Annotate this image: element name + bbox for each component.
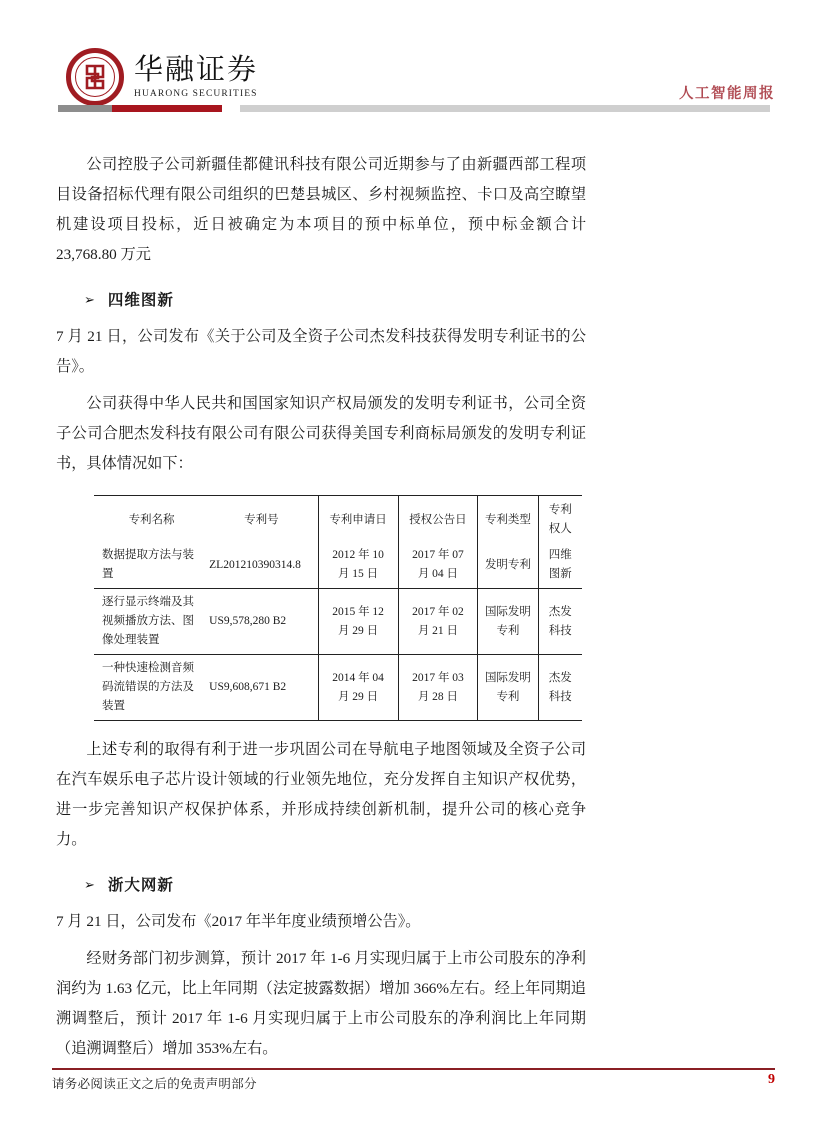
section-title-text: 浙大网新	[107, 877, 174, 894]
report-title: 人工智能周报	[679, 86, 775, 102]
td-owner-line1: 杰发	[548, 671, 572, 684]
td-apply-date-line1: 2015 年 12	[332, 605, 384, 618]
page-number: 9	[768, 1072, 775, 1087]
patent-table	[94, 495, 582, 721]
section-heading-siwei	[84, 288, 772, 310]
th-owner-line2: 权人	[548, 523, 572, 535]
td-apply-date	[318, 542, 398, 589]
table-header-row	[94, 496, 582, 543]
td-apply-date-line1: 2014 年 04	[332, 671, 384, 684]
header-rule-gray-left	[58, 105, 112, 112]
footer-disclaimer: 请务必阅读正文之后的免责声明部分	[52, 1077, 257, 1091]
td-grant-date-line1: 2017 年 03	[412, 671, 464, 684]
td-apply-date	[318, 655, 398, 721]
table-row	[94, 589, 582, 655]
paragraph-intro: 公司控股子公司新疆佳都健讯科技有限公司近期参与了由新疆西部工程项目设备招标代理有限公司组织的巴楚县城区、乡村视频监控、卡口及高空瞭望机建设项目投标，近日被确定为本项目的预中标单位，预中标金额合计 23,768.80 万元	[56, 156, 586, 263]
td-apply-date	[318, 589, 398, 655]
td-owner-line1: 四维	[548, 549, 572, 561]
arrow-bullet-icon: ➢	[84, 876, 95, 892]
arrow-bullet-icon: ➢	[84, 291, 95, 307]
document-body	[56, 150, 772, 1071]
td-patent-name: 数据提取方法与装置	[94, 542, 205, 589]
td-grant-date	[398, 589, 478, 655]
section-heading-zhedawangxin	[84, 873, 772, 895]
logo-wordmark	[134, 55, 258, 98]
td-patent-owner	[538, 589, 582, 655]
td-apply-date-line1: 2012 年 10	[332, 549, 384, 561]
header-rule-red	[112, 105, 222, 112]
td-patent-number: US9,578,280 B2	[205, 589, 318, 655]
header-rule-gray-right	[240, 105, 770, 112]
td-patent-name: 一种快速检测音频码流错误的方法及装置	[94, 655, 205, 721]
paragraph-s1-detail: 公司获得中华人民共和国国家知识产权局颁发的发明专利证书，公司全资子公司合肥杰发科技有限公司有限公司获得美国专利商标局颁发的发明专利证书，具体情况如下：	[56, 395, 586, 472]
td-grant-date-line1: 2017 年 07	[412, 549, 464, 561]
logo-name-en: HUARONG SECURITIES	[134, 88, 258, 99]
page-header	[0, 0, 827, 122]
paragraph-s1-announcement: 7 月 21 日，公司发布《关于公司及全资子公司杰发科技获得发明专利证书的公告》。	[56, 328, 586, 375]
paragraph-s2-detail: 经财务部门初步测算，预计 2017 年 1-6 月实现归属于上市公司股东的净利润约为 1.63 亿元，比上年同期（法定披露数据）增加 366%左右。经上年同期追溯调整后，预计 2017 年 1-6 月实现归属于上市公司股东的净利润比上年同期（追溯调整后）增加 353%左右。	[56, 950, 586, 1057]
td-grant-date-line2: 月 21 日	[417, 624, 459, 637]
td-patent-type	[478, 655, 538, 721]
td-type-line1: 国际发明	[484, 671, 531, 684]
td-patent-owner	[538, 655, 582, 721]
td-grant-date-line2: 月 28 日	[417, 690, 459, 703]
td-grant-date	[398, 655, 478, 721]
logo-s-glyph-icon	[78, 60, 112, 94]
td-grant-date-line1: 2017 年 02	[412, 605, 464, 618]
paragraph-s1-summary: 上述专利的取得有利于进一步巩固公司在导航电子地图领域及全资子公司在汽车娱乐电子芯片设计领域的行业领先地位，充分发挥自主知识产权优势，进一步完善知识产权保护体系，并形成持续创新机制，提升公司的核心竞争力。	[56, 741, 586, 848]
td-apply-date-line2: 月 29 日	[337, 690, 379, 703]
td-patent-number: US9,608,671 B2	[205, 655, 318, 721]
td-grant-date-line2: 月 04 日	[417, 568, 459, 580]
th-patent-owner	[538, 496, 582, 543]
paragraph-s2-announcement: 7 月 21 日，公司发布《2017 年半年度业绩预增公告》。	[56, 913, 421, 930]
logo-name-cn: 华融证券	[134, 54, 259, 87]
th-owner-line1: 专利	[548, 504, 572, 516]
td-apply-date-line2: 月 29 日	[337, 624, 379, 637]
td-owner-line2: 科技	[548, 624, 572, 637]
td-patent-owner	[538, 542, 582, 589]
td-patent-type: 发明专利	[478, 542, 538, 589]
huarong-logo-icon	[66, 48, 124, 106]
td-owner-line2: 科技	[548, 690, 572, 703]
table-row	[94, 542, 582, 589]
th-apply-date: 专利申请日	[318, 496, 398, 543]
patent-table-container	[94, 495, 582, 721]
td-grant-date	[398, 542, 478, 589]
footer-divider	[52, 1068, 775, 1070]
td-owner-line1: 杰发	[548, 605, 572, 618]
td-patent-type	[478, 589, 538, 655]
table-row	[94, 655, 582, 721]
section-title-text: 四维图新	[107, 292, 174, 309]
td-owner-line2: 图新	[548, 568, 572, 580]
th-patent-name: 专利名称	[94, 496, 205, 543]
td-patent-name: 逐行显示终端及其视频播放方法、图像处理装置	[94, 589, 205, 655]
th-patent-number: 专利号	[205, 496, 318, 543]
company-logo	[66, 48, 258, 106]
td-type-line2: 专利	[496, 624, 520, 637]
th-grant-date: 授权公告日	[398, 496, 478, 543]
th-patent-type: 专利类型	[478, 496, 538, 543]
td-apply-date-line2: 月 15 日	[337, 568, 379, 580]
td-type-line1: 国际发明	[484, 605, 531, 618]
td-type-line2: 专利	[496, 690, 520, 703]
td-patent-number: ZL201210390314.8	[205, 542, 318, 589]
